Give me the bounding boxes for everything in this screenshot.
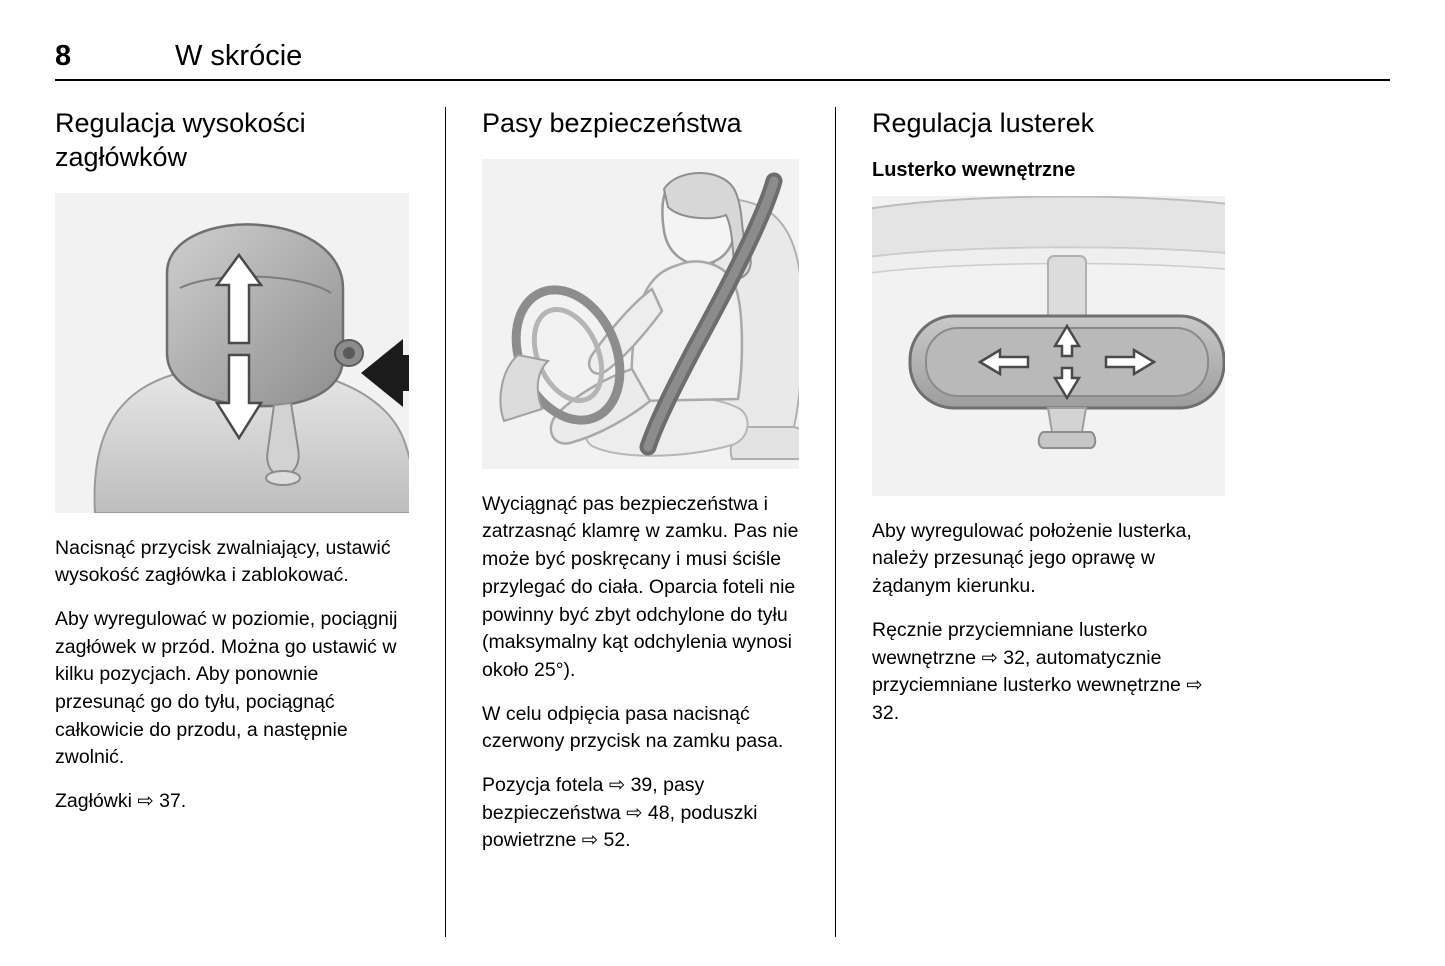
cross-reference-mirrors: Ręcznie przyciemniane lusterko wewnętrzne ⇨ 32, automatycznie przyciemniane lusterko wewnętrzne ⇨ 32. bbox=[872, 618, 1203, 724]
column-seatbelts bbox=[445, 107, 835, 937]
section-title-headrest: Regulacja wysokości zagłówków bbox=[55, 108, 306, 172]
paragraph: Aby wyregulować w poziomie, pociągnij zagłówek w przód. Można go ustawić w kilku pozycjach. Aby ponownie przesunąć go do tyłu, pociągnąć całkowicie do przodu, a następnie zwolnić. bbox=[55, 607, 398, 769]
page-number: 8 bbox=[55, 40, 72, 72]
chapter-title: W skrócie bbox=[175, 40, 303, 72]
column-mirrors bbox=[835, 107, 1225, 937]
paragraph: Wyciągnąć pas bezpieczeństwa i zatrzasnąć klamrę w zamku. Pas nie może być poskręcany i musi ściśle przylegać do ciała. Oparcia foteli nie powinny być zbyt odchylone do tyłu (maksymalny kąt odchylenia wynosi około 25°). bbox=[482, 492, 799, 681]
page-header bbox=[55, 40, 1390, 81]
page-columns bbox=[55, 107, 1390, 937]
subsection-title-interior-mirror: Lusterko wewnętrzne bbox=[872, 158, 1076, 181]
paragraph: Aby wyregulować położenie lusterka, należy przesunąć jego oprawę w żądanym kierunku. bbox=[872, 519, 1192, 598]
section-title-mirrors: Regulacja lusterek bbox=[872, 108, 1095, 138]
column-headrest bbox=[55, 107, 445, 937]
paragraph: W celu odpięcia pasa nacisnąć czerwony przycisk na zamku pasa. bbox=[482, 702, 784, 753]
paragraph: Nacisnąć przycisk zwalniający, ustawić wysokość zagłówka i zablokować. bbox=[55, 536, 391, 587]
headrest-adjustment-illustration bbox=[55, 193, 409, 513]
cross-reference-seatbelts: Pozycja fotela ⇨ 39, pasy bezpieczeństwa ⇨ 48, poduszki powietrzne ⇨ 52. bbox=[482, 773, 758, 852]
cross-reference-headrests: Zagłówki ⇨ 37. bbox=[55, 790, 187, 812]
interior-mirror-illustration bbox=[872, 196, 1225, 496]
section-title-seatbelts: Pasy bezpieczeństwa bbox=[482, 108, 742, 138]
seat-belt-illustration bbox=[482, 159, 799, 469]
